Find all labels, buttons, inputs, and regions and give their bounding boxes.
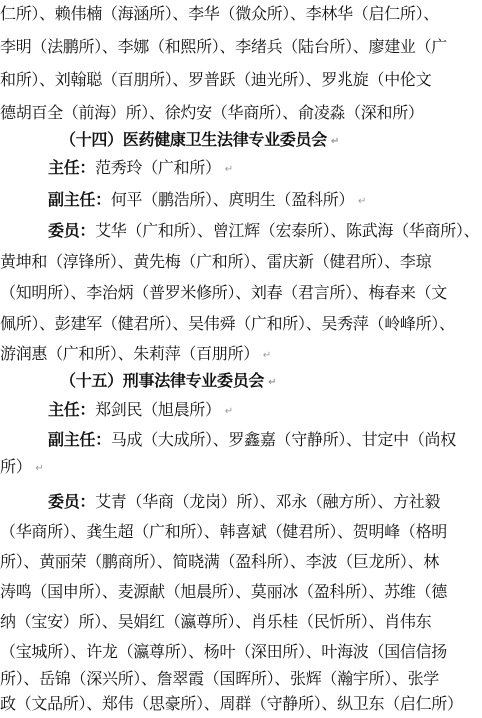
text-line [0,310,482,338]
text-line-content: 德胡百全（前海）所）、徐灼安（华商所）、俞凌淼（深和所） [0,103,424,122]
director-label: 主任： [48,158,96,177]
text-line-content: 涛鸣（国申所）、麦源献（旭晨所）、莫丽冰（盈科所）、苏维（德 [0,582,448,601]
text-line-content: 纳（宝安）所）、吴娟红（瀛尊所）、肖乐桂（民忻所）、肖伟东 [0,612,432,631]
text-line-content: 黄坤和（淳锋所）、黄先梅（广和所）、雷庆新（健君所）、李琼 [0,252,432,271]
director-line [48,154,482,184]
members-line [48,488,482,516]
deputy-line [48,426,482,454]
paragraph-mark-icon: ↵ [224,164,234,175]
paragraph-mark-icon: ↵ [268,377,277,388]
text-line [0,99,482,127]
text-line-content: 仁所）、赖伟楠（海涵所）、李华（微众所）、李林华（启仁所）、 [0,4,440,23]
text-line [0,248,482,276]
text-line [0,638,482,666]
director-line [48,396,482,426]
text-line [0,578,482,606]
text-line-content: 所） [0,457,32,476]
paragraph-mark-icon: ↵ [262,350,272,361]
director-label: 主任： [48,400,96,419]
text-line-content: 所）、岳锦（深兴所）、詹翠霞（国晖所）、张辉（瀚宇所）、张学 [0,669,440,688]
text-line [0,279,482,307]
director-name: 范秀玲（广和所） [95,158,221,177]
section-title: （十四）医药健康卫生法律专业委员会 [60,130,327,149]
text-line-content: 李明（法鹏所）、李娜（和熙所）、李绪兵（陆台所）、廖建业（广 [0,37,448,56]
paragraph-mark-icon: ↵ [224,406,234,417]
text-line-content: 所）、黄丽荣（鹏商所）、简晓满（盈科所）、李波（巨龙所）、林 [0,552,440,571]
section-heading [60,367,482,397]
text-line [0,518,482,546]
members-names: 艾华（广和所）、曾江辉（宏泰所）、陈武海（华商所）、 [95,221,480,240]
text-line [0,340,482,370]
text-line [0,453,482,483]
text-line [0,690,482,718]
text-line [0,548,482,576]
text-line [0,665,482,693]
text-line-content: （华商所）、龚生超（广和所）、韩喜斌（健君所）、贺明峰（格明 [0,522,448,541]
text-line [0,66,482,94]
section-heading [60,126,482,156]
deputy-label: 副主任： [48,430,111,449]
text-line-content: 政（文品所）、郑伟（思豪所）、周群（守静所）、纵卫东（启仁所） [0,694,463,713]
members-line [48,217,482,245]
members-names: 艾青（华商（龙岗）所）、邓永（融方所）、方社毅 [95,492,441,511]
text-line-content: 和所）、刘翰聪（百朋所）、罗普跃（迪光所）、罗兆旋（中伦文 [0,70,432,89]
text-line [0,0,482,28]
deputy-label: 副主任： [48,190,111,209]
deputy-names: 马成（大成所）、罗鑫嘉（守静所）、甘定中（尚权 [110,430,456,449]
paragraph-mark-icon: ↵ [330,136,340,147]
section-title: （十五）刑事法律专业委员会 [60,371,265,390]
text-line [0,608,482,636]
text-line-content: 佩所）、彭建军（健君所）、吴伟舜（广和所）、吴秀萍（岭峰所）、 [0,314,455,333]
text-line-content: （宝城所）、许龙（瀛尊所）、杨叶（深田所）、叶海波（国信信扬 [0,642,448,661]
deputy-line [48,186,482,216]
paragraph-mark-icon: ↵ [35,463,44,474]
members-label: 委员： [48,221,96,240]
members-label: 委员： [48,492,96,511]
director-name: 郑剑民（旭晨所） [95,400,221,419]
text-line-content: （知明所）、李治炳（普罗米修所）、刘春（君言所）、梅春来（文 [0,283,448,302]
text-line [0,33,482,61]
paragraph-mark-icon: ↵ [358,196,367,207]
deputy-names: 何平（鹏浩所）、庹明生（盈科所） [110,190,355,209]
text-line-content: 游润惠（广和所）、朱莉萍（百朋所） [0,344,259,363]
